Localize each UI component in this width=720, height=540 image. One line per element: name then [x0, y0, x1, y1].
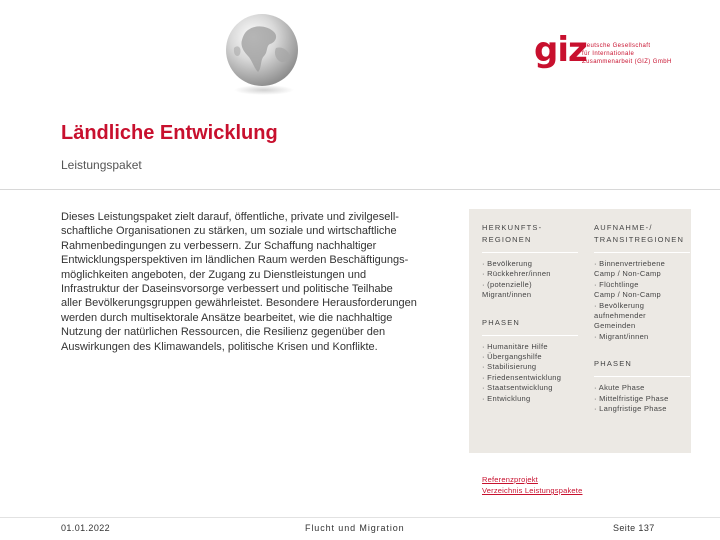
- list-item: · Rückkehrer/innen: [482, 269, 551, 279]
- list-item: · Flüchtlinge: [594, 279, 639, 289]
- host-phases-list: [594, 383, 690, 414]
- list-item: Migrant/innen: [482, 290, 532, 300]
- page-title: Ländliche Entwicklung: [61, 122, 278, 144]
- origin-regions-list: [482, 259, 578, 301]
- description-text: Dieses Leistungspaket zielt darauf, öffentliche, private und zivilgesell- schaftliche Organisationen zu stärken, um soziale und wirtschaftliche Rahmenbedingungen zu verbessern. Zur Schaffung nachhaltiger Entwicklungsperspektiven im ländlichen Raum werden Beschäftigungs- möglichkeiten angeboten, der Zugang zu Dienstleistungen und Infrastruktur der Daseinsvorsorge verbessert und politische Teilhabe aller Bevölkerungsgruppen gewährleistet. Besondere Herausforderungen werden durch multisektorale Ansätze bearbeitet, wie die nachhaltige Nutzung der natürlichen Ressourcen, die Resilienz gegenüber den Auswirkungen des Klimawandels, politische Krisen und Konflikte.: [61, 211, 417, 353]
- list-item: Gemeinden: [594, 321, 636, 331]
- list-item: Camp / Non-Camp: [594, 269, 662, 279]
- list-item: · Migrant/innen: [594, 331, 649, 341]
- host-regions-column: [594, 222, 690, 414]
- reference-project-link[interactable]: Referenzprojekt: [482, 475, 538, 484]
- host-regions-list: [594, 259, 690, 342]
- giz-logo: [534, 30, 694, 72]
- list-item: · Langfristige Phase: [594, 404, 667, 414]
- list-item: · Bevölkerung: [482, 259, 533, 268]
- directory-link[interactable]: Verzeichnis Leistungspakete: [482, 486, 583, 495]
- footer-page-number: Seite 137: [613, 523, 655, 533]
- list-item: · Akute Phase: [594, 383, 645, 393]
- list-item: · Staatsentwicklung: [482, 383, 553, 393]
- footer-date: 01.01.2022: [61, 523, 111, 533]
- list-item: · Entwicklung: [482, 393, 531, 403]
- list-item: · Übergangshilfe: [482, 352, 542, 362]
- list-item: · Binnenvertriebene: [594, 259, 666, 268]
- regions-panel: [469, 209, 691, 453]
- list-item: · Mittelfristige Phase: [594, 393, 669, 403]
- list-item: · Bevölkerung: [594, 300, 645, 310]
- list-item: aufnehmender: [594, 311, 646, 321]
- footer-links: [482, 474, 582, 496]
- footer-divider: [0, 517, 720, 518]
- logo-subtitle: Deutsche Gesellschaft für Internationale Zusammenarbeit (GIZ) GmbH: [582, 43, 672, 65]
- globe-image: [218, 8, 306, 96]
- origin-phases-heading: PHASEN: [482, 317, 578, 336]
- origin-phases-list: [482, 342, 578, 404]
- list-item: · Stabilisierung: [482, 362, 537, 372]
- page-subtitle: Leistungspaket: [61, 158, 142, 172]
- origin-regions-column: [482, 222, 578, 404]
- list-item: · Friedensentwicklung: [482, 372, 562, 382]
- origin-regions-heading: HERKUNFTS- REGIONEN: [482, 222, 578, 253]
- header-divider: [0, 189, 720, 190]
- list-item: Camp / Non-Camp: [594, 290, 662, 300]
- logo-wordmark: giz: [534, 30, 587, 70]
- footer-topic: Flucht und Migration: [305, 523, 405, 533]
- list-item: · (potenzielle): [482, 279, 532, 289]
- host-regions-heading: AUFNAHME-/ TRANSITREGIONEN: [594, 222, 690, 253]
- host-phases-heading: PHASEN: [594, 358, 690, 377]
- list-item: · Humanitäre Hilfe: [482, 341, 548, 351]
